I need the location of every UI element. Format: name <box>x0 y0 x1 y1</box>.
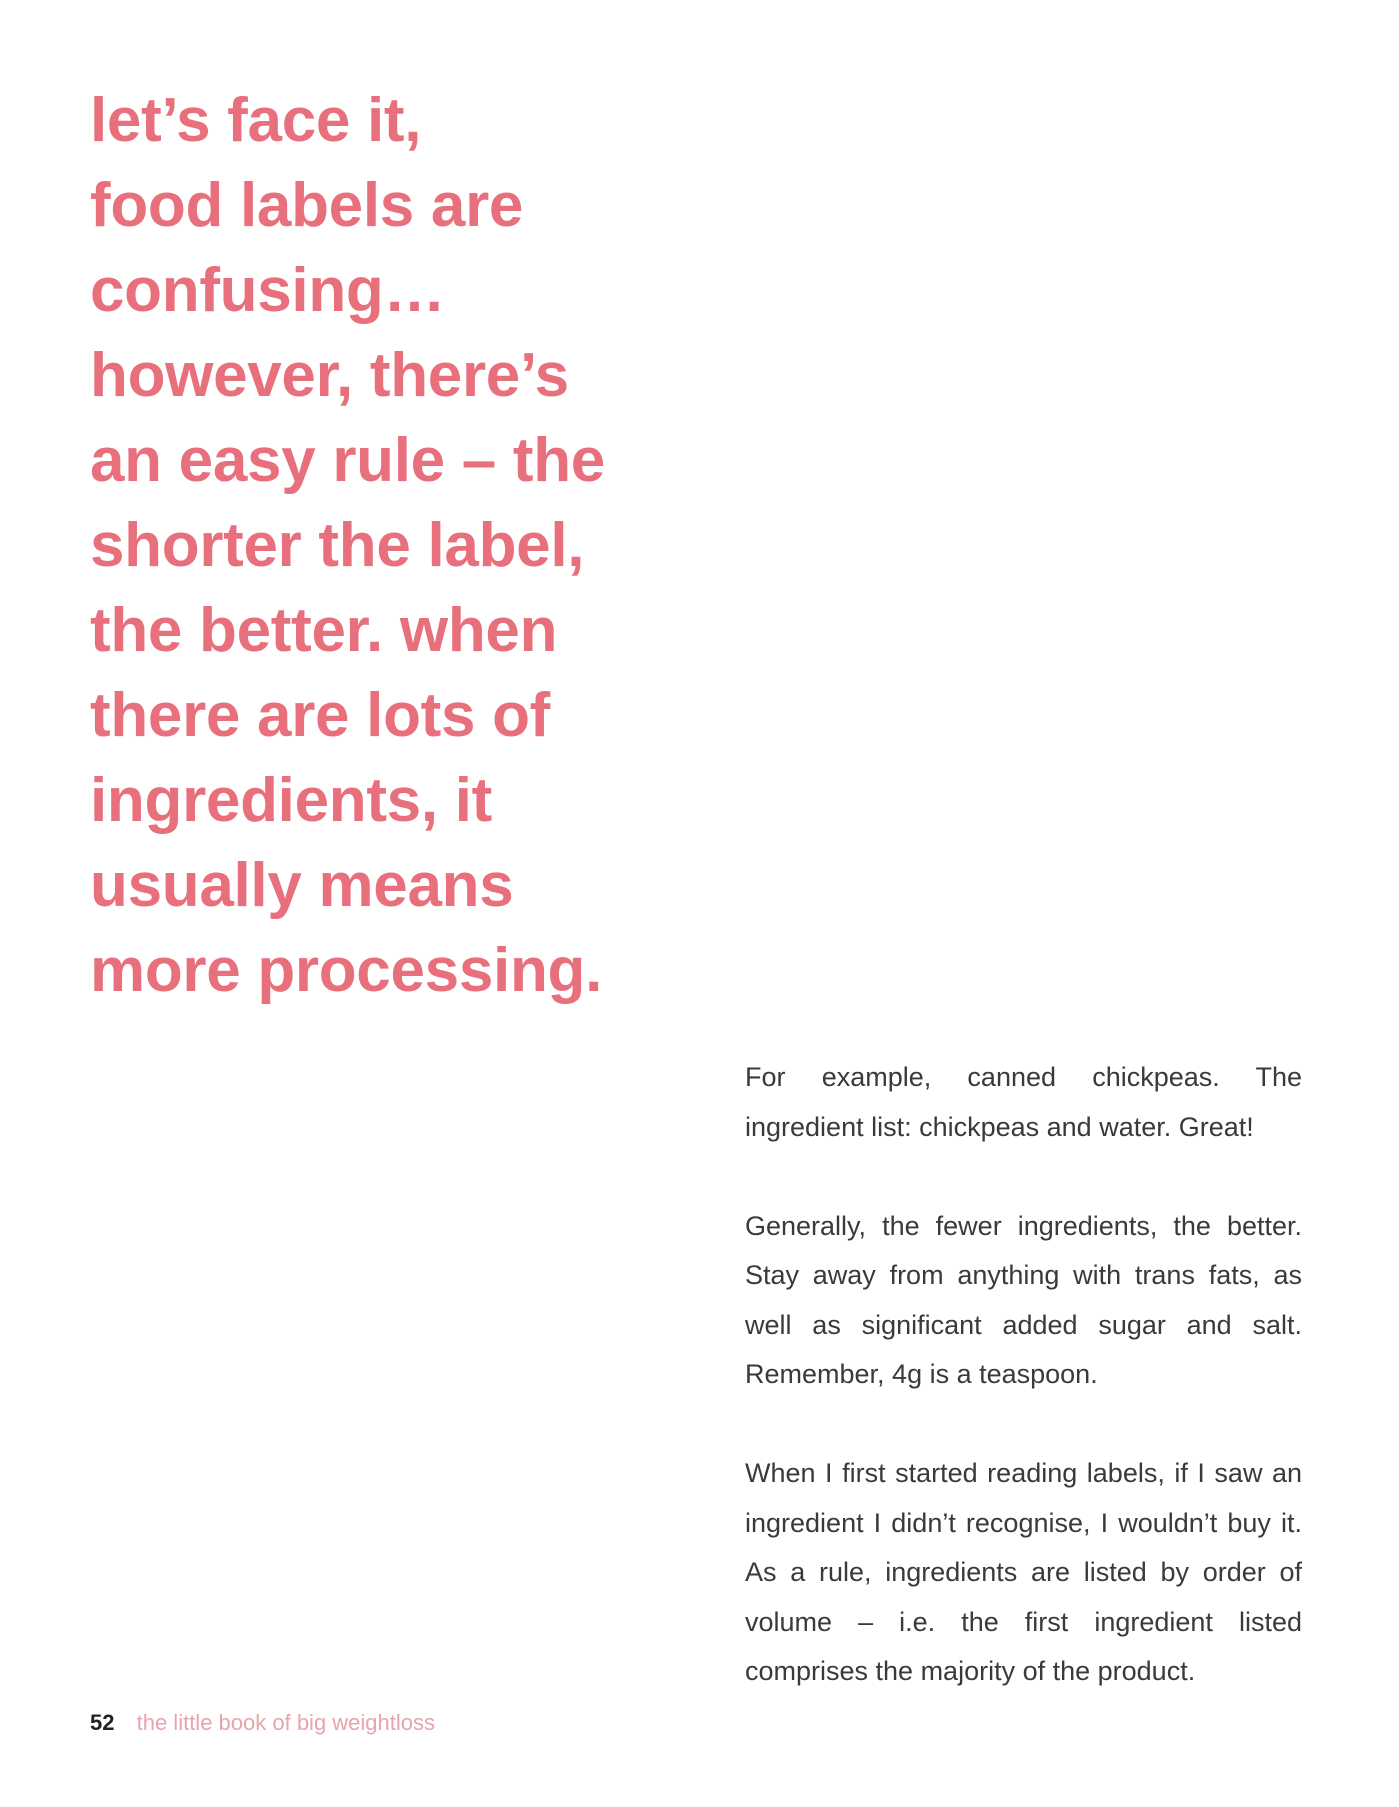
pull-quote-line: more processing. <box>90 936 603 1005</box>
body-paragraph: For example, canned chickpeas. The ingredient list: chickpeas and water. Great! <box>745 1062 1302 1142</box>
page-number: 52 <box>90 1710 115 1735</box>
body-paragraph: When I first started reading labels, if I saw an ingredient I didn’t recognise, I wouldn’t buy it. As a rule, ingredients are listed by order of volume – i.e. the first ingredient listed comprises the majority of the product. <box>745 1458 1302 1686</box>
pull-quote-line: the better. when <box>90 596 558 665</box>
pull-quote-line: shorter the label, <box>90 511 585 580</box>
pull-quote-line: confusing… <box>90 256 446 325</box>
pull-quote-line: let’s face it, <box>90 86 422 155</box>
pull-quote-line: there are lots of <box>90 681 551 750</box>
body-paragraph: Generally, the fewer ingredients, the better. Stay away from anything with trans fats, as well as significant added sugar and salt. Remember, 4g is a teaspoon. <box>745 1210 1302 1389</box>
pull-quote-line: usually means <box>90 851 514 920</box>
pull-quote-line: ingredients, it <box>90 766 492 835</box>
body-copy <box>745 1053 1302 1697</box>
book-title: the little book of big weightloss <box>136 1710 436 1735</box>
pull-quote-line: however, there’s <box>90 341 569 410</box>
page-footer <box>90 1708 435 1738</box>
pull-quote <box>90 78 690 1013</box>
pull-quote-line: an easy rule – the <box>90 426 605 495</box>
pull-quote-line: food labels are <box>90 171 524 240</box>
